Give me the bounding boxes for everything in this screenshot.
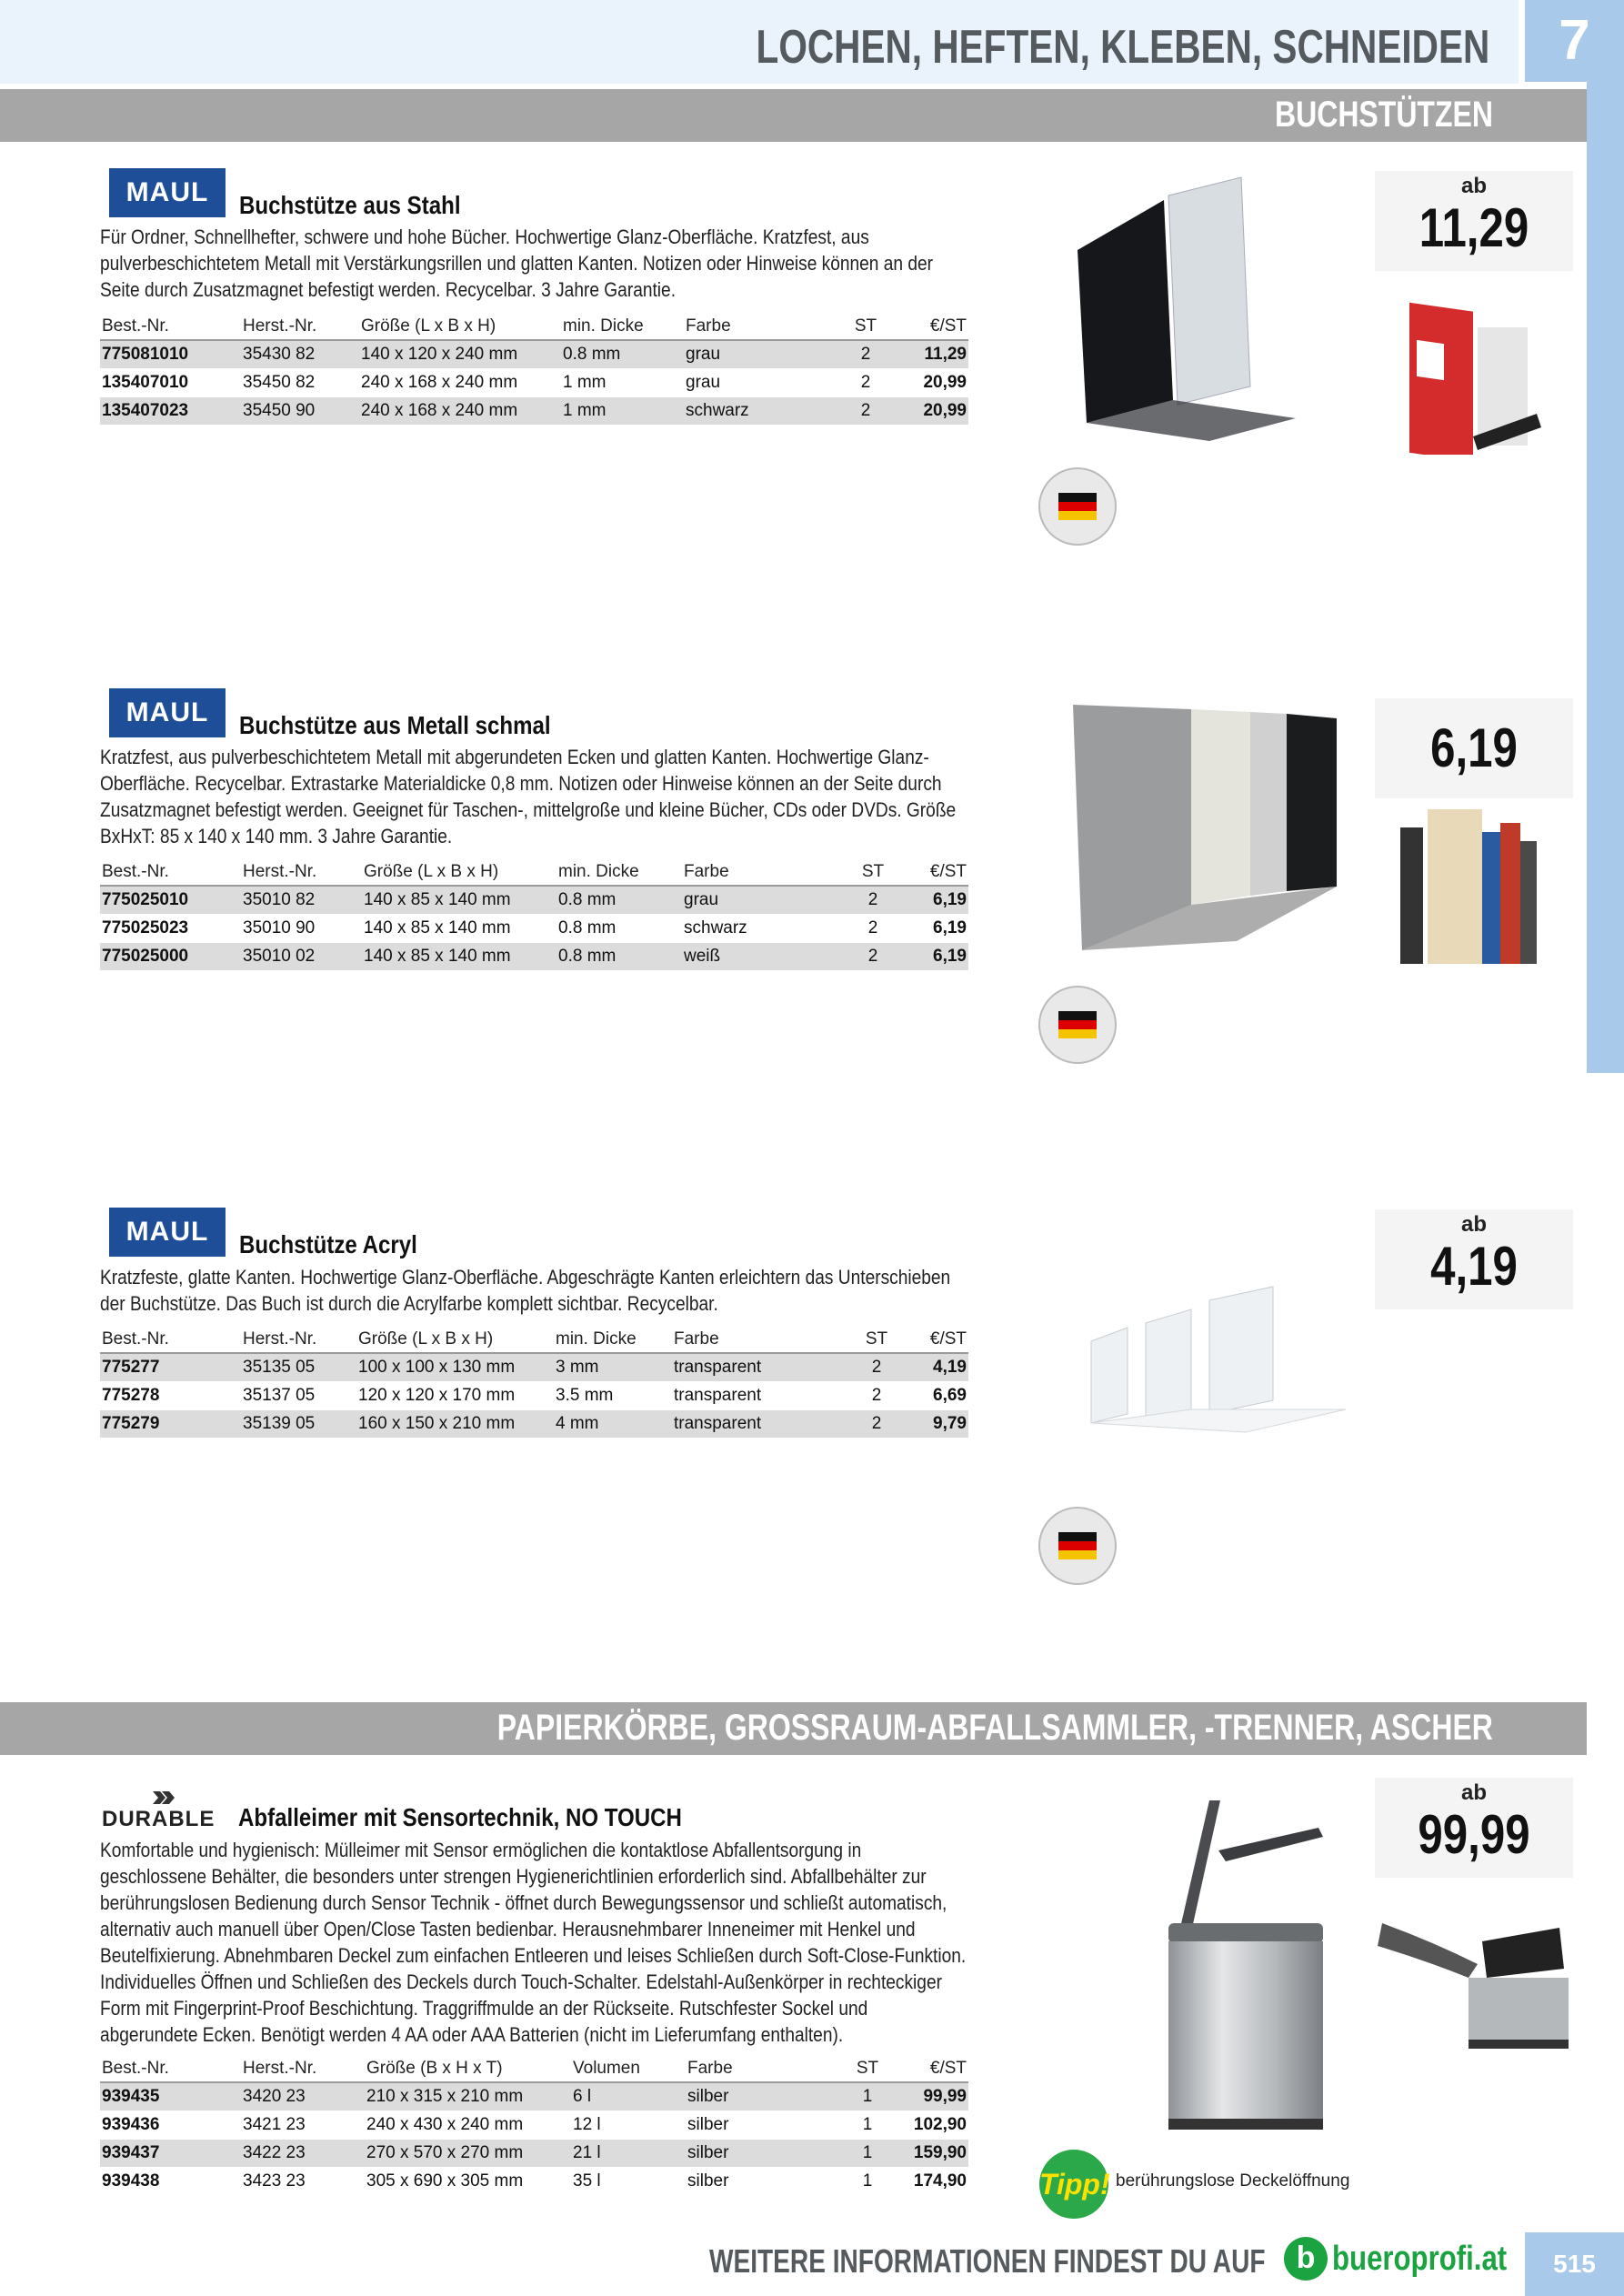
col-header: €/ST: [895, 2055, 968, 2082]
cell-volume: 35 l: [571, 2167, 686, 2195]
product-title: Buchstütze aus Stahl: [239, 191, 461, 219]
cell-order-no: 939436: [100, 2111, 241, 2139]
col-header: Herst.-Nr.: [241, 1326, 356, 1353]
product-table: [100, 313, 968, 426]
book-end-with-books-image: [1391, 805, 1546, 978]
col-header: Größe (L x B x H): [362, 858, 556, 886]
cell-order-no: 939437: [100, 2139, 241, 2167]
col-header: Best.-Nr.: [100, 1326, 241, 1353]
cell-mfr-no: 35010 90: [241, 914, 362, 942]
col-header: min. Dicke: [554, 1326, 672, 1353]
cell-size: 305 x 690 x 305 mm: [365, 2167, 571, 2195]
cell-price: 102,90: [895, 2111, 968, 2139]
cell-color: silber: [686, 2139, 840, 2167]
section-bar-papierkoerbe: [0, 1702, 1587, 1755]
col-header: Farbe: [682, 858, 846, 886]
cell-order-no: 135407010: [100, 368, 241, 396]
col-header: €/ST: [900, 858, 968, 886]
cell-thickness: 3 mm: [554, 1353, 672, 1381]
col-header: Größe (B x H x T): [365, 2055, 571, 2082]
cell-order-no: 939435: [100, 2082, 241, 2111]
cell-mfr-no: 35010 82: [241, 886, 362, 914]
book-end-metal-narrow-image: [1055, 696, 1355, 968]
col-header: €/ST: [893, 313, 968, 340]
section-title: PAPIERKÖRBE, GROSSRAUM-ABFALLSAMMLER, -TRENNER, ASCHER: [496, 1708, 1493, 1748]
price-box: [1375, 1209, 1573, 1309]
col-header: ST: [849, 1326, 904, 1353]
maul-logo: MAUL: [109, 168, 226, 217]
cell-color: silber: [686, 2167, 840, 2195]
book-end-with-binder-image: [1391, 282, 1546, 455]
durable-logo: [100, 1790, 233, 1830]
tip-badge: Tipp!: [1039, 2150, 1108, 2219]
col-header: Größe (L x B x H): [359, 313, 561, 340]
col-header: Herst.-Nr.: [241, 858, 362, 886]
tip-text: berührungslose Deckelöffnung: [1116, 2171, 1350, 2191]
cell-thickness: 1 mm: [561, 368, 684, 396]
maul-logo: MAUL: [109, 688, 226, 737]
table-row: [100, 2111, 968, 2139]
price-value: 6,19: [1430, 717, 1518, 778]
cell-price: 99,99: [895, 2082, 968, 2111]
durable-logo-text: DURABLE: [102, 1807, 216, 1830]
cell-price: 11,29: [893, 340, 968, 368]
product-description: Komfortable und hygienisch: Mülleimer mit Sensor ermöglichen die kontaktlose Abfallentsorgung in geschlossene Behälter, die besonders unter strengen Hygienerichtlinien erforderlich sind. Abfallbehälter zur berührungslosen Bedienung durch Sensor Technik - öffnet durch Bewegungssensor und schließt automatisch, alternativ auch manuell über Open/Close Tasten bedienbar. Herausnehmbarer Inneneimer mit Henkel und Beutelfixierung. Abnehmbaren Deckel zum einfachen Entleeren und leises Schließen durch Soft-Close-Funktion. Individuelles Öffnen und Schließen des Deckels durch Touch-Schalter. Edelstahl-Außenkörper in rechteckiger Form mit Fingerprint-Proof Beschichtung. Traggriffmulde an der Rückseite. Rutschfester Sockel und abgerundete Ecken. Benötigt werden 4 AA oder AAA Batterien (nicht im Lieferumfang enthalten).: [100, 1839, 967, 2046]
col-header: Farbe: [672, 1326, 849, 1353]
col-header: Herst.-Nr.: [241, 313, 359, 340]
cell-qty: 2: [849, 1409, 904, 1438]
cell-qty: 2: [838, 396, 893, 425]
cell-price: 6,69: [904, 1381, 968, 1409]
table-row: [100, 2082, 968, 2111]
cell-price: 159,90: [895, 2139, 968, 2167]
col-header: €/ST: [904, 1326, 968, 1353]
cell-size: 240 x 430 x 240 mm: [365, 2111, 571, 2139]
cell-order-no: 135407023: [100, 396, 241, 425]
footer-text: WEITERE INFORMATIONEN FINDEST DU AUF: [709, 2242, 1266, 2280]
table-row: [100, 1353, 968, 1381]
cell-qty: 1: [840, 2082, 895, 2111]
cell-size: 140 x 120 x 240 mm: [359, 340, 561, 368]
col-header: Farbe: [684, 313, 838, 340]
cell-size: 240 x 168 x 240 mm: [359, 368, 561, 396]
col-header: Farbe: [686, 2055, 840, 2082]
cell-mfr-no: 35430 82: [241, 340, 359, 368]
cell-color: grau: [682, 886, 846, 914]
cell-color: silber: [686, 2111, 840, 2139]
cell-price: 4,19: [904, 1353, 968, 1381]
cell-thickness: 0.8 mm: [556, 914, 682, 942]
cell-price: 9,79: [904, 1409, 968, 1438]
product-description: Für Ordner, Schnellhefter, schwere und hohe Bücher. Hochwertige Glanz-Oberfläche. Kratzfest, aus pulverbeschichtetem Metall mit Verstärkungsrillen und glatten Kanten. Notizen oder Hinweise können an der Seite durch Zusatzmagnet befestigt werden. Recycelbar. 3 Jahre Garantie.: [100, 226, 934, 301]
price-value: 99,99: [1418, 1804, 1530, 1865]
cell-thickness: 1 mm: [561, 396, 684, 425]
cell-color: grau: [684, 368, 838, 396]
table-row: [100, 1409, 968, 1438]
cell-qty: 1: [840, 2167, 895, 2195]
cell-qty: 2: [838, 340, 893, 368]
table-row: [100, 2139, 968, 2167]
col-header: ST: [840, 2055, 895, 2082]
made-in-germany-seal-icon: [1037, 1505, 1118, 1587]
price-value: 4,19: [1430, 1236, 1518, 1297]
cell-mfr-no: 3422 23: [241, 2139, 365, 2167]
cell-color: transparent: [672, 1409, 849, 1438]
price-value: 11,29: [1418, 197, 1529, 258]
col-header: Best.-Nr.: [100, 2055, 241, 2082]
page-number: 515: [1525, 2232, 1624, 2296]
cell-thickness: 0.8 mm: [556, 886, 682, 914]
section-title: BUCHSTÜTZEN: [1275, 95, 1493, 135]
bueroprofi-link[interactable]: bueroprofi.at: [1332, 2240, 1508, 2278]
cell-price: 6,19: [900, 914, 968, 942]
cell-price: 6,19: [900, 886, 968, 914]
price-prefix: ab: [1460, 1212, 1487, 1237]
cell-color: weiß: [682, 942, 846, 970]
cell-qty: 2: [849, 1353, 904, 1381]
price-prefix: ab: [1460, 1780, 1487, 1805]
cell-volume: 12 l: [571, 2111, 686, 2139]
cell-mfr-no: 35139 05: [241, 1409, 356, 1438]
table-row: [100, 1381, 968, 1409]
col-header: Volumen: [571, 2055, 686, 2082]
section-bar-buchstuetzen: [0, 89, 1587, 142]
cell-color: silber: [686, 2082, 840, 2111]
product-table: [100, 1326, 968, 1439]
price-box: [1375, 171, 1573, 271]
cell-order-no: 775278: [100, 1381, 241, 1409]
cell-color: schwarz: [682, 914, 846, 942]
table-row: [100, 368, 968, 396]
cell-mfr-no: 35450 90: [241, 396, 359, 425]
price-box: [1375, 698, 1573, 798]
price-box: [1375, 1778, 1573, 1878]
cell-thickness: 0.8 mm: [561, 340, 684, 368]
cell-mfr-no: 35450 82: [241, 368, 359, 396]
made-in-germany-seal-icon: [1037, 984, 1118, 1066]
cell-price: 20,99: [893, 368, 968, 396]
cell-price: 6,19: [900, 942, 968, 970]
book-end-acrylic-image: [1046, 1264, 1373, 1455]
made-in-germany-seal-icon: [1037, 466, 1118, 547]
cell-size: 120 x 120 x 170 mm: [356, 1381, 554, 1409]
cell-thickness: 4 mm: [554, 1409, 672, 1438]
table-row: [100, 2167, 968, 2195]
cell-mfr-no: 35135 05: [241, 1353, 356, 1381]
cell-order-no: 775025023: [100, 914, 241, 942]
cell-qty: 1: [840, 2111, 895, 2139]
col-header: Best.-Nr.: [100, 858, 241, 886]
cell-qty: 2: [846, 886, 900, 914]
cell-color: grau: [684, 340, 838, 368]
cell-size: 140 x 85 x 140 mm: [362, 886, 556, 914]
chapter-number: 7: [1525, 0, 1624, 82]
price-prefix: ab: [1460, 174, 1487, 198]
cell-mfr-no: 35137 05: [241, 1381, 356, 1409]
cell-mfr-no: 35010 02: [241, 942, 362, 970]
cell-size: 100 x 100 x 130 mm: [356, 1353, 554, 1381]
table-row: [100, 396, 968, 425]
cell-color: transparent: [672, 1353, 849, 1381]
cell-color: transparent: [672, 1381, 849, 1409]
col-header: ST: [838, 313, 893, 340]
product-title: Abfalleimer mit Sensortechnik, NO TOUCH: [238, 1803, 682, 1831]
table-row: [100, 942, 968, 970]
product-description: Kratzfest, aus pulverbeschichtetem Metall mit abgerundeten Ecken und glatten Kanten. Hochwertige Glanz-Oberfläche. Recycelbar. Extrastarke Materialdicke 0,8 mm. Notizen oder Hinweise können an der Seite durch Zusatzmagnet befestigt werden. Geeignet für Taschen-, mittelgroße und kleine Bücher, CDs oder DVDs. Größe BxHxT: 85 x 140 x 140 mm. 3 Jahre Garantie.: [100, 746, 957, 847]
cell-mfr-no: 3423 23: [241, 2167, 365, 2195]
product-table: [100, 2055, 968, 2196]
col-header: Herst.-Nr.: [241, 2055, 365, 2082]
cell-order-no: 775279: [100, 1409, 241, 1438]
cell-qty: 1: [840, 2139, 895, 2167]
cell-size: 140 x 85 x 140 mm: [362, 942, 556, 970]
page-title: LOCHEN, HEFTEN, KLEBEN, SCHNEIDEN: [756, 21, 1489, 74]
bin-hand-sensor-image: [1378, 1914, 1569, 2050]
product-table: [100, 858, 968, 971]
cell-color: schwarz: [684, 396, 838, 425]
product-title: Buchstütze Acryl: [239, 1230, 417, 1258]
cell-price: 174,90: [895, 2167, 968, 2195]
col-header: min. Dicke: [556, 858, 682, 886]
cell-qty: 2: [849, 1381, 904, 1409]
cell-size: 270 x 570 x 270 mm: [365, 2139, 571, 2167]
cell-volume: 21 l: [571, 2139, 686, 2167]
waste-bin-image: [1155, 1796, 1337, 2132]
cell-order-no: 775025010: [100, 886, 241, 914]
product-description: Kratzfeste, glatte Kanten. Hochwertige Glanz-Oberfläche. Abgeschrägte Kanten erleichtern das Unterschieben der Buchstütze. Das Buch ist durch die Acrylfarbe komplett sichtbar. Recycelbar.: [100, 1266, 951, 1315]
cell-size: 240 x 168 x 240 mm: [359, 396, 561, 425]
cell-size: 210 x 315 x 210 mm: [365, 2082, 571, 2111]
table-row: [100, 886, 968, 914]
cell-qty: 2: [838, 368, 893, 396]
product-title: Buchstütze aus Metall schmal: [239, 711, 551, 739]
cell-qty: 2: [846, 914, 900, 942]
cell-volume: 6 l: [571, 2082, 686, 2111]
col-header: Best.-Nr.: [100, 313, 241, 340]
cell-thickness: 0.8 mm: [556, 942, 682, 970]
cell-thickness: 3.5 mm: [554, 1381, 672, 1409]
chapter-side-strip: [1587, 82, 1624, 1073]
cell-mfr-no: 3420 23: [241, 2082, 365, 2111]
cell-size: 160 x 150 x 210 mm: [356, 1409, 554, 1438]
bueroprofi-logo-icon: b: [1284, 2237, 1328, 2281]
cell-order-no: 775081010: [100, 340, 241, 368]
cell-size: 140 x 85 x 140 mm: [362, 914, 556, 942]
cell-order-no: 775277: [100, 1353, 241, 1381]
cell-order-no: 775025000: [100, 942, 241, 970]
book-end-steel-image: [1059, 168, 1368, 441]
table-row: [100, 914, 968, 942]
cell-qty: 2: [846, 942, 900, 970]
col-header: ST: [846, 858, 900, 886]
cell-price: 20,99: [893, 396, 968, 425]
cell-order-no: 939438: [100, 2167, 241, 2195]
cell-mfr-no: 3421 23: [241, 2111, 365, 2139]
col-header: min. Dicke: [561, 313, 684, 340]
maul-logo: MAUL: [109, 1208, 226, 1257]
table-row: [100, 340, 968, 368]
col-header: Größe (L x B x H): [356, 1326, 554, 1353]
